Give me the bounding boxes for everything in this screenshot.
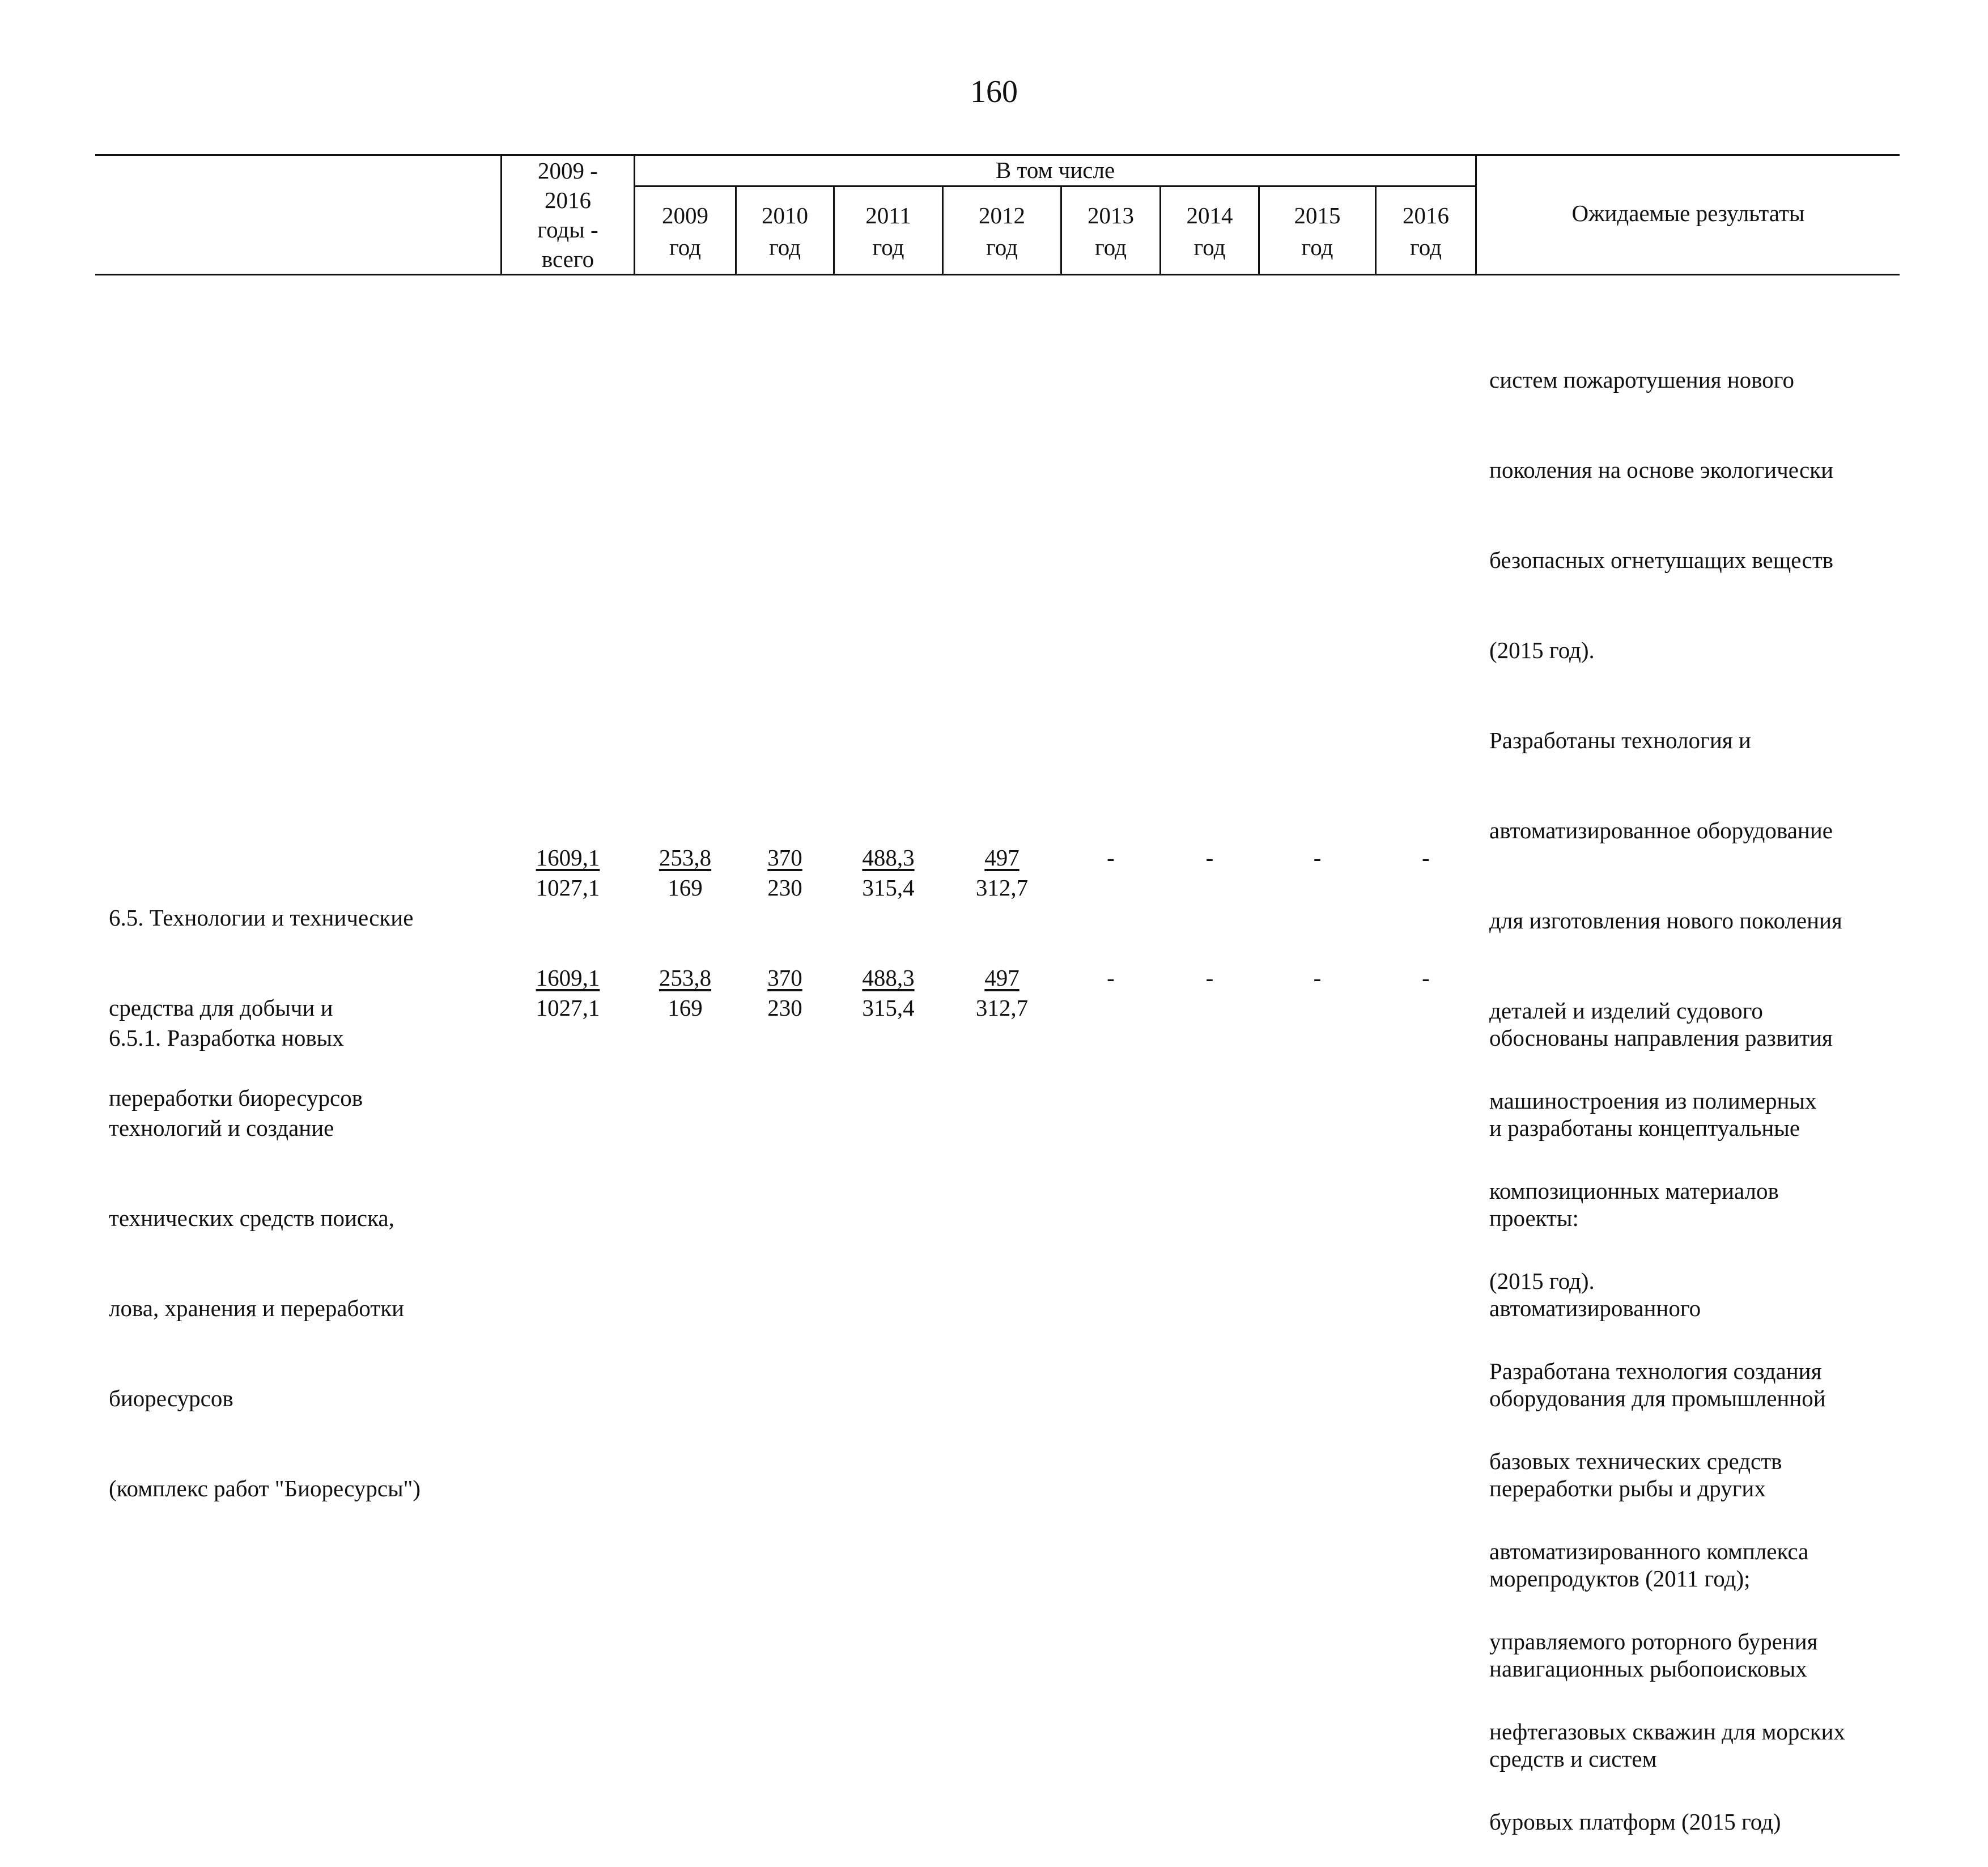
value-other: 230 (767, 995, 802, 1021)
header-year-2015 (1260, 200, 1375, 263)
row-results (1489, 963, 1833, 1804)
row-name (109, 963, 420, 1534)
year-unit: год (769, 234, 801, 260)
cell-2009 (635, 843, 735, 903)
value-federal: 488,3 (862, 845, 915, 871)
value-federal: 497 (984, 845, 1020, 871)
cell-2012 (944, 843, 1060, 903)
header-total (502, 156, 634, 274)
results-line: (2015 год). (1489, 1268, 1595, 1294)
results-line: буровых платформ (2015 год) (1489, 1809, 1781, 1835)
value-other: 230 (767, 875, 802, 901)
results-line: морепродуктов (2011 год); (1489, 1565, 1751, 1592)
results-line: переработки рыбы и других (1489, 1475, 1766, 1501)
cell-2009 (635, 963, 735, 1023)
row-name-line: технологий и создание (109, 1115, 334, 1141)
year-label: 2010 (762, 202, 808, 228)
header-group-label: В том числе (995, 157, 1115, 183)
results-line: деталей и изделий судового (1489, 998, 1763, 1024)
value-federal: 253,8 (659, 845, 712, 871)
year-unit: год (1095, 234, 1127, 260)
results-line: для изготовления нового поколения (1489, 907, 1842, 933)
header-total-line: 2016 (545, 187, 591, 213)
value-federal: 1609,1 (536, 845, 600, 871)
header-total-line: 2009 - (538, 158, 598, 184)
value-federal: 497 (984, 965, 1020, 991)
header-year-2012 (944, 200, 1060, 263)
header-results: Ожидаемые результаты (1571, 200, 1805, 226)
cell-2015: - (1313, 965, 1322, 991)
results-line: безопасных огнетушащих веществ (1489, 547, 1833, 573)
year-label: 2013 (1088, 202, 1134, 228)
cell-2011 (835, 963, 942, 1023)
results-line: управляемого роторного бурения (1489, 1628, 1818, 1654)
cell-total (502, 963, 634, 1023)
cell-2014: - (1205, 965, 1214, 991)
value-other: 169 (668, 875, 703, 901)
value-federal: 370 (767, 845, 802, 871)
results-line: автоматизированное оборудование (1489, 817, 1833, 843)
header-total-line: годы - (537, 217, 598, 243)
cell-2013: - (1107, 965, 1115, 991)
results-line: машиностроения из полимерных (1489, 1088, 1817, 1114)
year-unit: год (872, 234, 904, 260)
cell-2014: - (1205, 845, 1214, 871)
results-line: систем пожаротушения нового (1489, 367, 1795, 393)
header-year-2009 (635, 200, 735, 263)
header-year-2014 (1161, 200, 1258, 263)
results-line: оборудования для промышленной (1489, 1385, 1826, 1411)
row-name-line: 6.5.1. Разработка новых (109, 1025, 344, 1051)
row-name-line: лова, хранения и переработки (109, 1295, 405, 1321)
header-bottom-rule (95, 274, 1900, 275)
year-unit: год (1193, 234, 1226, 260)
value-federal: 370 (767, 965, 802, 991)
year-label: 2015 (1294, 202, 1341, 228)
cell-2016: - (1422, 845, 1430, 871)
year-unit: год (986, 234, 1018, 260)
value-federal: 488,3 (862, 965, 915, 991)
cell-total (502, 843, 634, 903)
cell-2013: - (1107, 845, 1115, 871)
cell-2016: - (1422, 965, 1430, 991)
results-line: автоматизированного комплекса (1489, 1538, 1809, 1564)
results-line: базовых технических средств (1489, 1448, 1782, 1474)
cell-2010 (737, 963, 833, 1023)
cell-2010 (737, 843, 833, 903)
results-line: нефтегазовых скважин для морских (1489, 1719, 1845, 1745)
results-line: средств и систем (1489, 1746, 1657, 1772)
row-name-line: технических средств поиска, (109, 1205, 394, 1231)
results-line: автоматизированного (1489, 1295, 1701, 1321)
year-unit: год (669, 234, 701, 260)
row-name-line: 6.5. Технологии и технические (109, 905, 414, 931)
cell-2012 (944, 963, 1060, 1023)
value-other: 169 (668, 995, 703, 1021)
value-other: 312,7 (975, 875, 1029, 901)
results-line: поколения на основе экологически (1489, 457, 1834, 483)
year-label: 2009 (662, 202, 708, 228)
results-line: проекты: (1489, 1205, 1579, 1231)
year-unit: год (1410, 234, 1442, 260)
value-other: 312,7 (975, 995, 1029, 1021)
value-other: 1027,1 (536, 995, 600, 1021)
results-line: Разработаны технология и (1489, 727, 1751, 753)
row-name-line: (комплекс работ "Биоресурсы") (109, 1475, 421, 1501)
row-name-line: переработки биоресурсов (109, 1085, 363, 1111)
year-label: 2011 (865, 202, 911, 228)
year-label: 2014 (1186, 202, 1233, 228)
year-label: 2016 (1403, 202, 1449, 228)
year-unit: год (1301, 234, 1333, 260)
cell-2015: - (1313, 845, 1322, 871)
header-year-2010 (737, 200, 833, 263)
value-other: 315,4 (862, 995, 915, 1021)
results-line: обоснованы направления развития (1489, 1025, 1833, 1051)
results-line: и разработаны концептуальные (1489, 1115, 1800, 1141)
header-total-line: всего (541, 246, 594, 272)
row-name-line: средства для добычи и (109, 995, 333, 1021)
row-name-line: биоресурсов (109, 1385, 233, 1411)
page-number: 160 (970, 74, 1018, 109)
value-federal: 1609,1 (536, 965, 600, 991)
header-year-2016 (1377, 200, 1475, 263)
results-line: Разработана технология создания (1489, 1358, 1822, 1384)
header-year-2013 (1062, 200, 1159, 263)
results-line: навигационных рыбопоисковых (1489, 1656, 1807, 1682)
year-label: 2012 (979, 202, 1025, 228)
header-year-2011 (835, 200, 942, 263)
results-line: (2015 год). (1489, 637, 1595, 663)
value-other: 1027,1 (536, 875, 600, 901)
value-other: 315,4 (862, 875, 915, 901)
cell-2011 (835, 843, 942, 903)
value-federal: 253,8 (659, 965, 712, 991)
results-line: композиционных материалов (1489, 1178, 1779, 1204)
